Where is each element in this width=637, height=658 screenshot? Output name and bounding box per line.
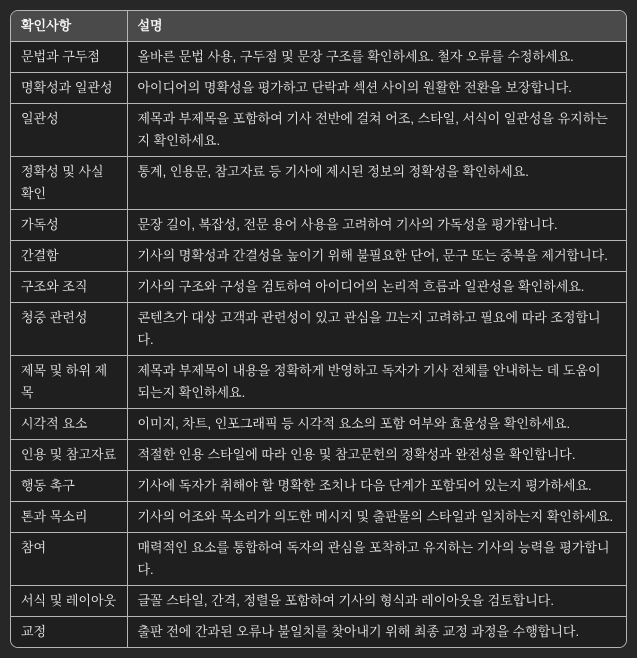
description-cell: 기사에 독자가 취해야 할 명확한 조치나 다음 단계가 포함되어 있는지 평가하세요.: [127, 471, 626, 502]
table-row: [11, 104, 626, 157]
table-header-row: [11, 11, 626, 42]
description-cell: 기사의 명확성과 간결성을 높이기 위해 불필요한 단어, 문구 또는 중복을 제거합니다.: [127, 241, 626, 272]
description-cell: 기사의 어조와 목소리가 의도한 메시지 및 출판물의 스타일과 일치하는지 확인하세요.: [127, 502, 626, 533]
table-row: [11, 73, 626, 104]
table-row: [11, 440, 626, 471]
check-item-cell: 교정: [11, 617, 127, 648]
description-cell: 문장 길이, 복잡성, 전문 용어 사용을 고려하여 기사의 가독성을 평가합니다.: [127, 210, 626, 241]
description-cell: 올바른 문법 사용, 구두점 및 문장 구조를 확인하세요. 철자 오류를 수정하세요.: [127, 42, 626, 73]
check-item-cell: 청중 관련성: [11, 303, 127, 356]
check-item-cell: 가독성: [11, 210, 127, 241]
check-item-cell: 구조와 조직: [11, 272, 127, 303]
check-item-cell: 톤과 목소리: [11, 502, 127, 533]
check-item-cell: 제목 및 하위 제목: [11, 356, 127, 409]
table-row: [11, 533, 626, 586]
review-checklist-table: [11, 11, 626, 647]
check-item-cell: 일관성: [11, 104, 127, 157]
description-cell: 이미지, 차트, 인포그래픽 등 시각적 요소의 포함 여부와 효율성을 확인하세요.: [127, 409, 626, 440]
table-row: [11, 409, 626, 440]
column-header-description: 설명: [127, 11, 626, 42]
table-row: [11, 617, 626, 648]
review-checklist-table-container: [10, 10, 627, 648]
table-row: [11, 471, 626, 502]
table-row: [11, 42, 626, 73]
description-cell: 매력적인 요소를 통합하여 독자의 관심을 포착하고 유지하는 기사의 능력을 평가합니다.: [127, 533, 626, 586]
description-cell: 기사의 구조와 구성을 검토하여 아이디어의 논리적 흐름과 일관성을 확인하세요.: [127, 272, 626, 303]
table-row: [11, 241, 626, 272]
description-cell: 제목과 부제목을 포함하여 기사 전반에 걸쳐 어조, 스타일, 서식이 일관성을 유지하는지 확인하세요.: [127, 104, 626, 157]
table-row: [11, 502, 626, 533]
description-cell: 적절한 인용 스타일에 따라 인용 및 참고문헌의 정확성과 완전성을 확인합니다.: [127, 440, 626, 471]
check-item-cell: 간결함: [11, 241, 127, 272]
check-item-cell: 문법과 구두점: [11, 42, 127, 73]
check-item-cell: 행동 촉구: [11, 471, 127, 502]
description-cell: 통계, 인용문, 참고자료 등 기사에 제시된 정보의 정확성을 확인하세요.: [127, 157, 626, 210]
description-cell: 제목과 부제목이 내용을 정확하게 반영하고 독자가 기사 전체를 안내하는 데 도움이 되는지 확인하세요.: [127, 356, 626, 409]
check-item-cell: 서식 및 레이아웃: [11, 586, 127, 617]
table-row: [11, 303, 626, 356]
description-cell: 글꼴 스타일, 간격, 정렬을 포함하여 기사의 형식과 레이아웃을 검토합니다.: [127, 586, 626, 617]
table-row: [11, 272, 626, 303]
check-item-cell: 참여: [11, 533, 127, 586]
check-item-cell: 인용 및 참고자료: [11, 440, 127, 471]
table-row: [11, 157, 626, 210]
table-row: [11, 586, 626, 617]
description-cell: 아이디어의 명확성을 평가하고 단락과 섹션 사이의 원활한 전환을 보장합니다.: [127, 73, 626, 104]
check-item-cell: 시각적 요소: [11, 409, 127, 440]
check-item-cell: 명확성과 일관성: [11, 73, 127, 104]
check-item-cell: 정확성 및 사실 확인: [11, 157, 127, 210]
table-row: [11, 356, 626, 409]
table-row: [11, 210, 626, 241]
description-cell: 출판 전에 간과된 오류나 불일치를 찾아내기 위해 최종 교정 과정을 수행합니다.: [127, 617, 626, 648]
description-cell: 콘텐츠가 대상 고객과 관련성이 있고 관심을 끄는지 고려하고 필요에 따라 조정합니다.: [127, 303, 626, 356]
column-header-check-item: 확인사항: [11, 11, 127, 42]
